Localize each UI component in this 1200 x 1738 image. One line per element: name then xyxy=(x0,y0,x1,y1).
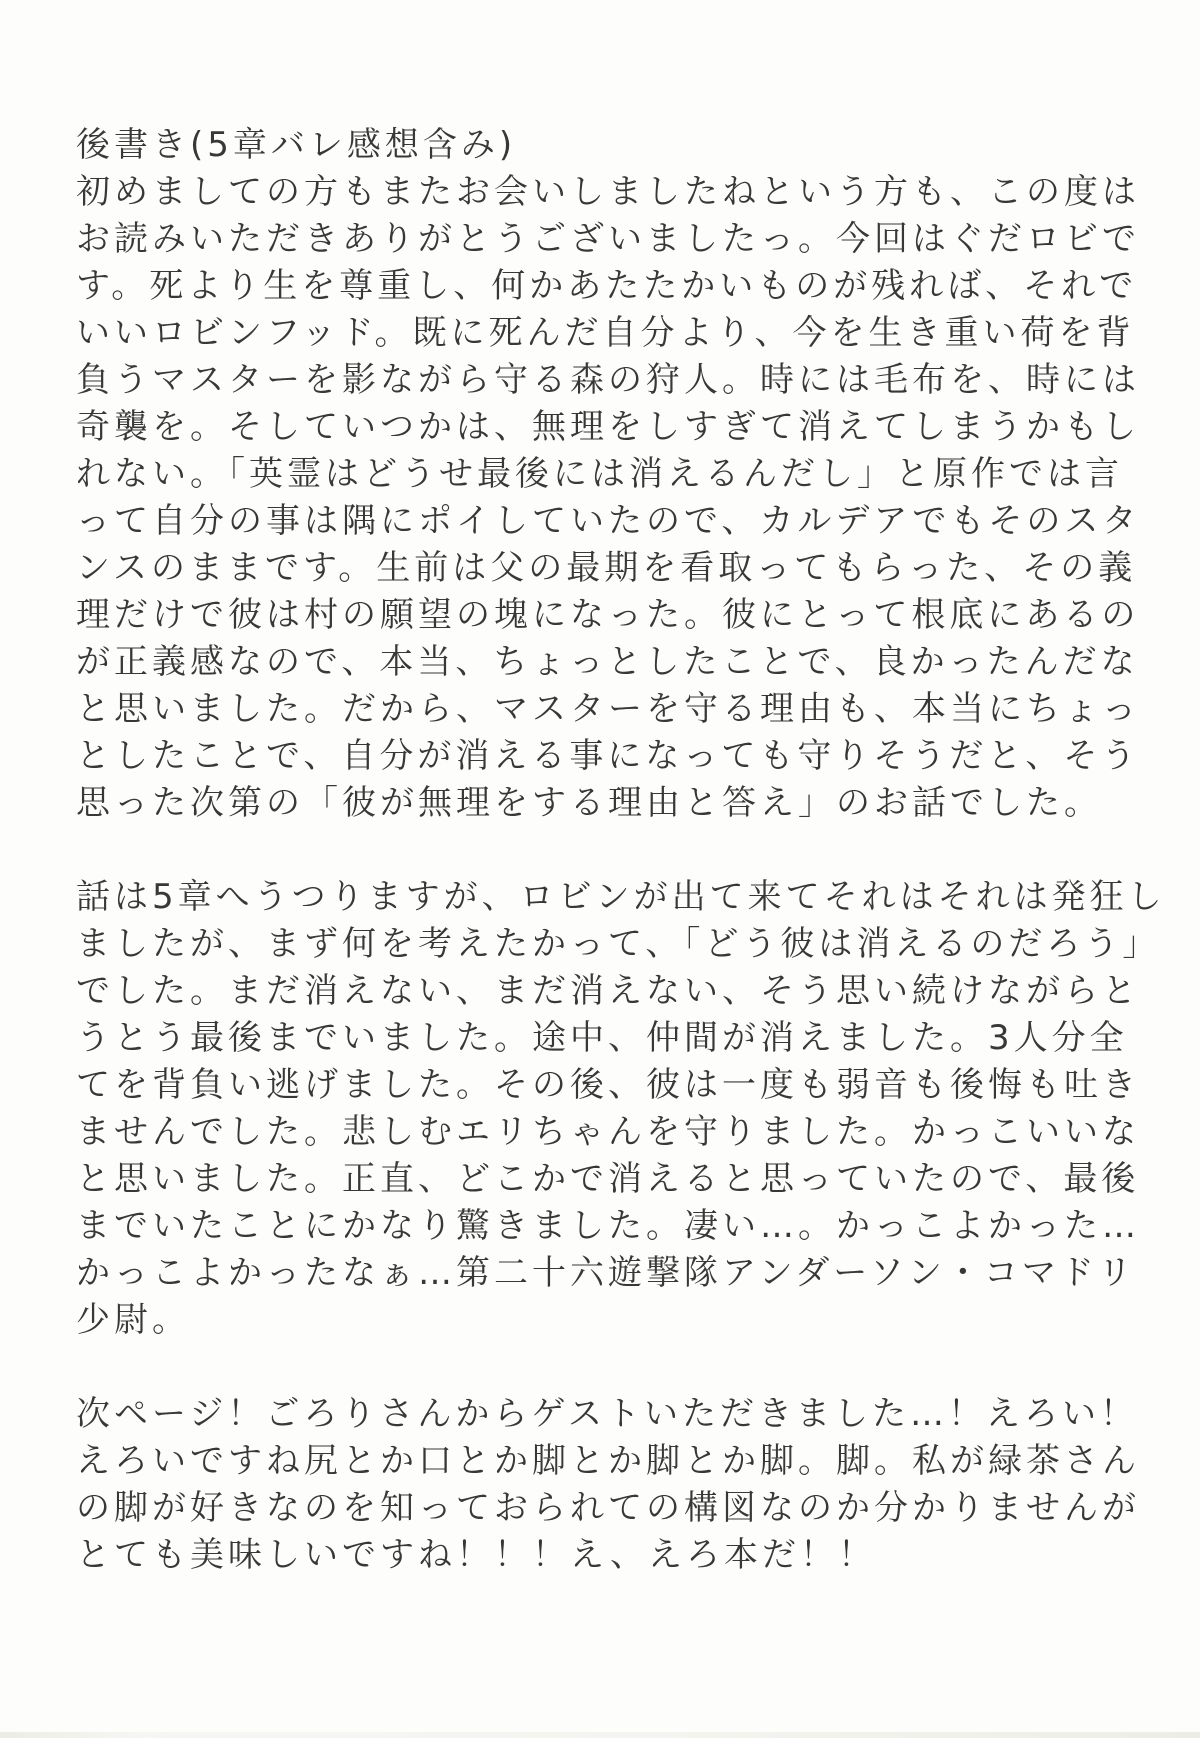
text-line: 話は5章へうつりますが、ロビンが出て来てそれはそれは発狂し xyxy=(76,877,1166,917)
text-line: でした。まだ消えない、まだ消えない、そう思い続けながらと xyxy=(76,971,1140,1011)
text-line: うとう最後までいました。途中、仲間が消えました。3人分全 xyxy=(76,1018,1128,1058)
paragraph xyxy=(76,169,1154,827)
text-line: 奇襲を。そしていつかは、無理をしすぎて消えてしまうかもし xyxy=(76,407,1140,447)
text-line: えろいですね尻とか口とか脚とか脚とか脚。脚。私が緑茶さん xyxy=(76,1441,1140,1481)
text-line: が正義感なので、本当、ちょっとしたことで、良かったんだな xyxy=(76,642,1139,682)
text-line: 思った次第の「彼が無理をする理由と答え」のお話でした。 xyxy=(76,783,1102,823)
afterword-heading: 後書き(5章バレ感想含み) xyxy=(76,125,517,165)
paragraph xyxy=(76,1391,1154,1579)
text-line: ンスのままです。生前は父の最期を看取ってもらった、その義 xyxy=(76,548,1137,588)
text-line: かっこよかったなぁ…第二十六遊撃隊アンダーソン・コマドリ xyxy=(76,1253,1136,1293)
text-line: ませんでした。悲しむエリちゃんを守りました。かっこいいな xyxy=(76,1112,1140,1152)
text-line: れない。「英霊はどうせ最後には消えるんだし」と原作では言 xyxy=(76,454,1123,494)
afterword-paragraphs xyxy=(76,169,1166,1579)
text-line: 負うマスターを影ながら守る森の狩人。時には毛布を、時には xyxy=(76,360,1140,400)
text-line: す。死より生を尊重し、何かあたたかいものが残れば、それで xyxy=(76,266,1138,306)
text-line: お読みいただきありがとうございましたっ。今回はぐだロビで xyxy=(76,219,1140,259)
text-line: てを背負い逃げました。その後、彼は一度も弱音も後悔も吐き xyxy=(76,1065,1140,1105)
text-line: と思いました。正直、どこかで消えると思っていたので、最後 xyxy=(76,1159,1140,1199)
paragraph xyxy=(76,874,1166,1344)
text-line: とても美味しいですね！！！え、えろ本だ！！ xyxy=(76,1535,877,1575)
text-line: と思いました。だから、マスターを守る理由も、本当にちょっ xyxy=(76,689,1140,729)
text-line: ましたが、まず何を考えたかって、「どう彼は消えるのだろう」 xyxy=(76,924,1161,964)
text-line: 理だけで彼は村の願望の塊になった。彼にとって根底にあるの xyxy=(76,595,1140,635)
text-line: 初めましての方もまたお会いしましたねという方も、この度は xyxy=(76,172,1140,212)
text-line: って自分の事は隅にポイしていたので、カルデアでもそのスタ xyxy=(76,501,1141,541)
text-line: としたことで、自分が消える事になっても守りそうだと、そう xyxy=(76,736,1140,776)
afterword-text-block xyxy=(76,122,1166,1579)
text-line: いいロビンフッド。既に死んだ自分より、今を生き重い荷を背 xyxy=(76,313,1135,353)
text-line: 少尉。 xyxy=(76,1300,190,1340)
scan-edge-artifact xyxy=(0,1732,1200,1738)
text-line: までいたことにかなり驚きました。凄い…。かっこよかった… xyxy=(76,1206,1140,1246)
text-line: の脚が好きなのを知っておられての構図なのか分かりませんが xyxy=(76,1488,1140,1528)
text-line: 次ページ！ごろりさんからゲストいただきました…！えろい！ xyxy=(76,1394,1138,1434)
